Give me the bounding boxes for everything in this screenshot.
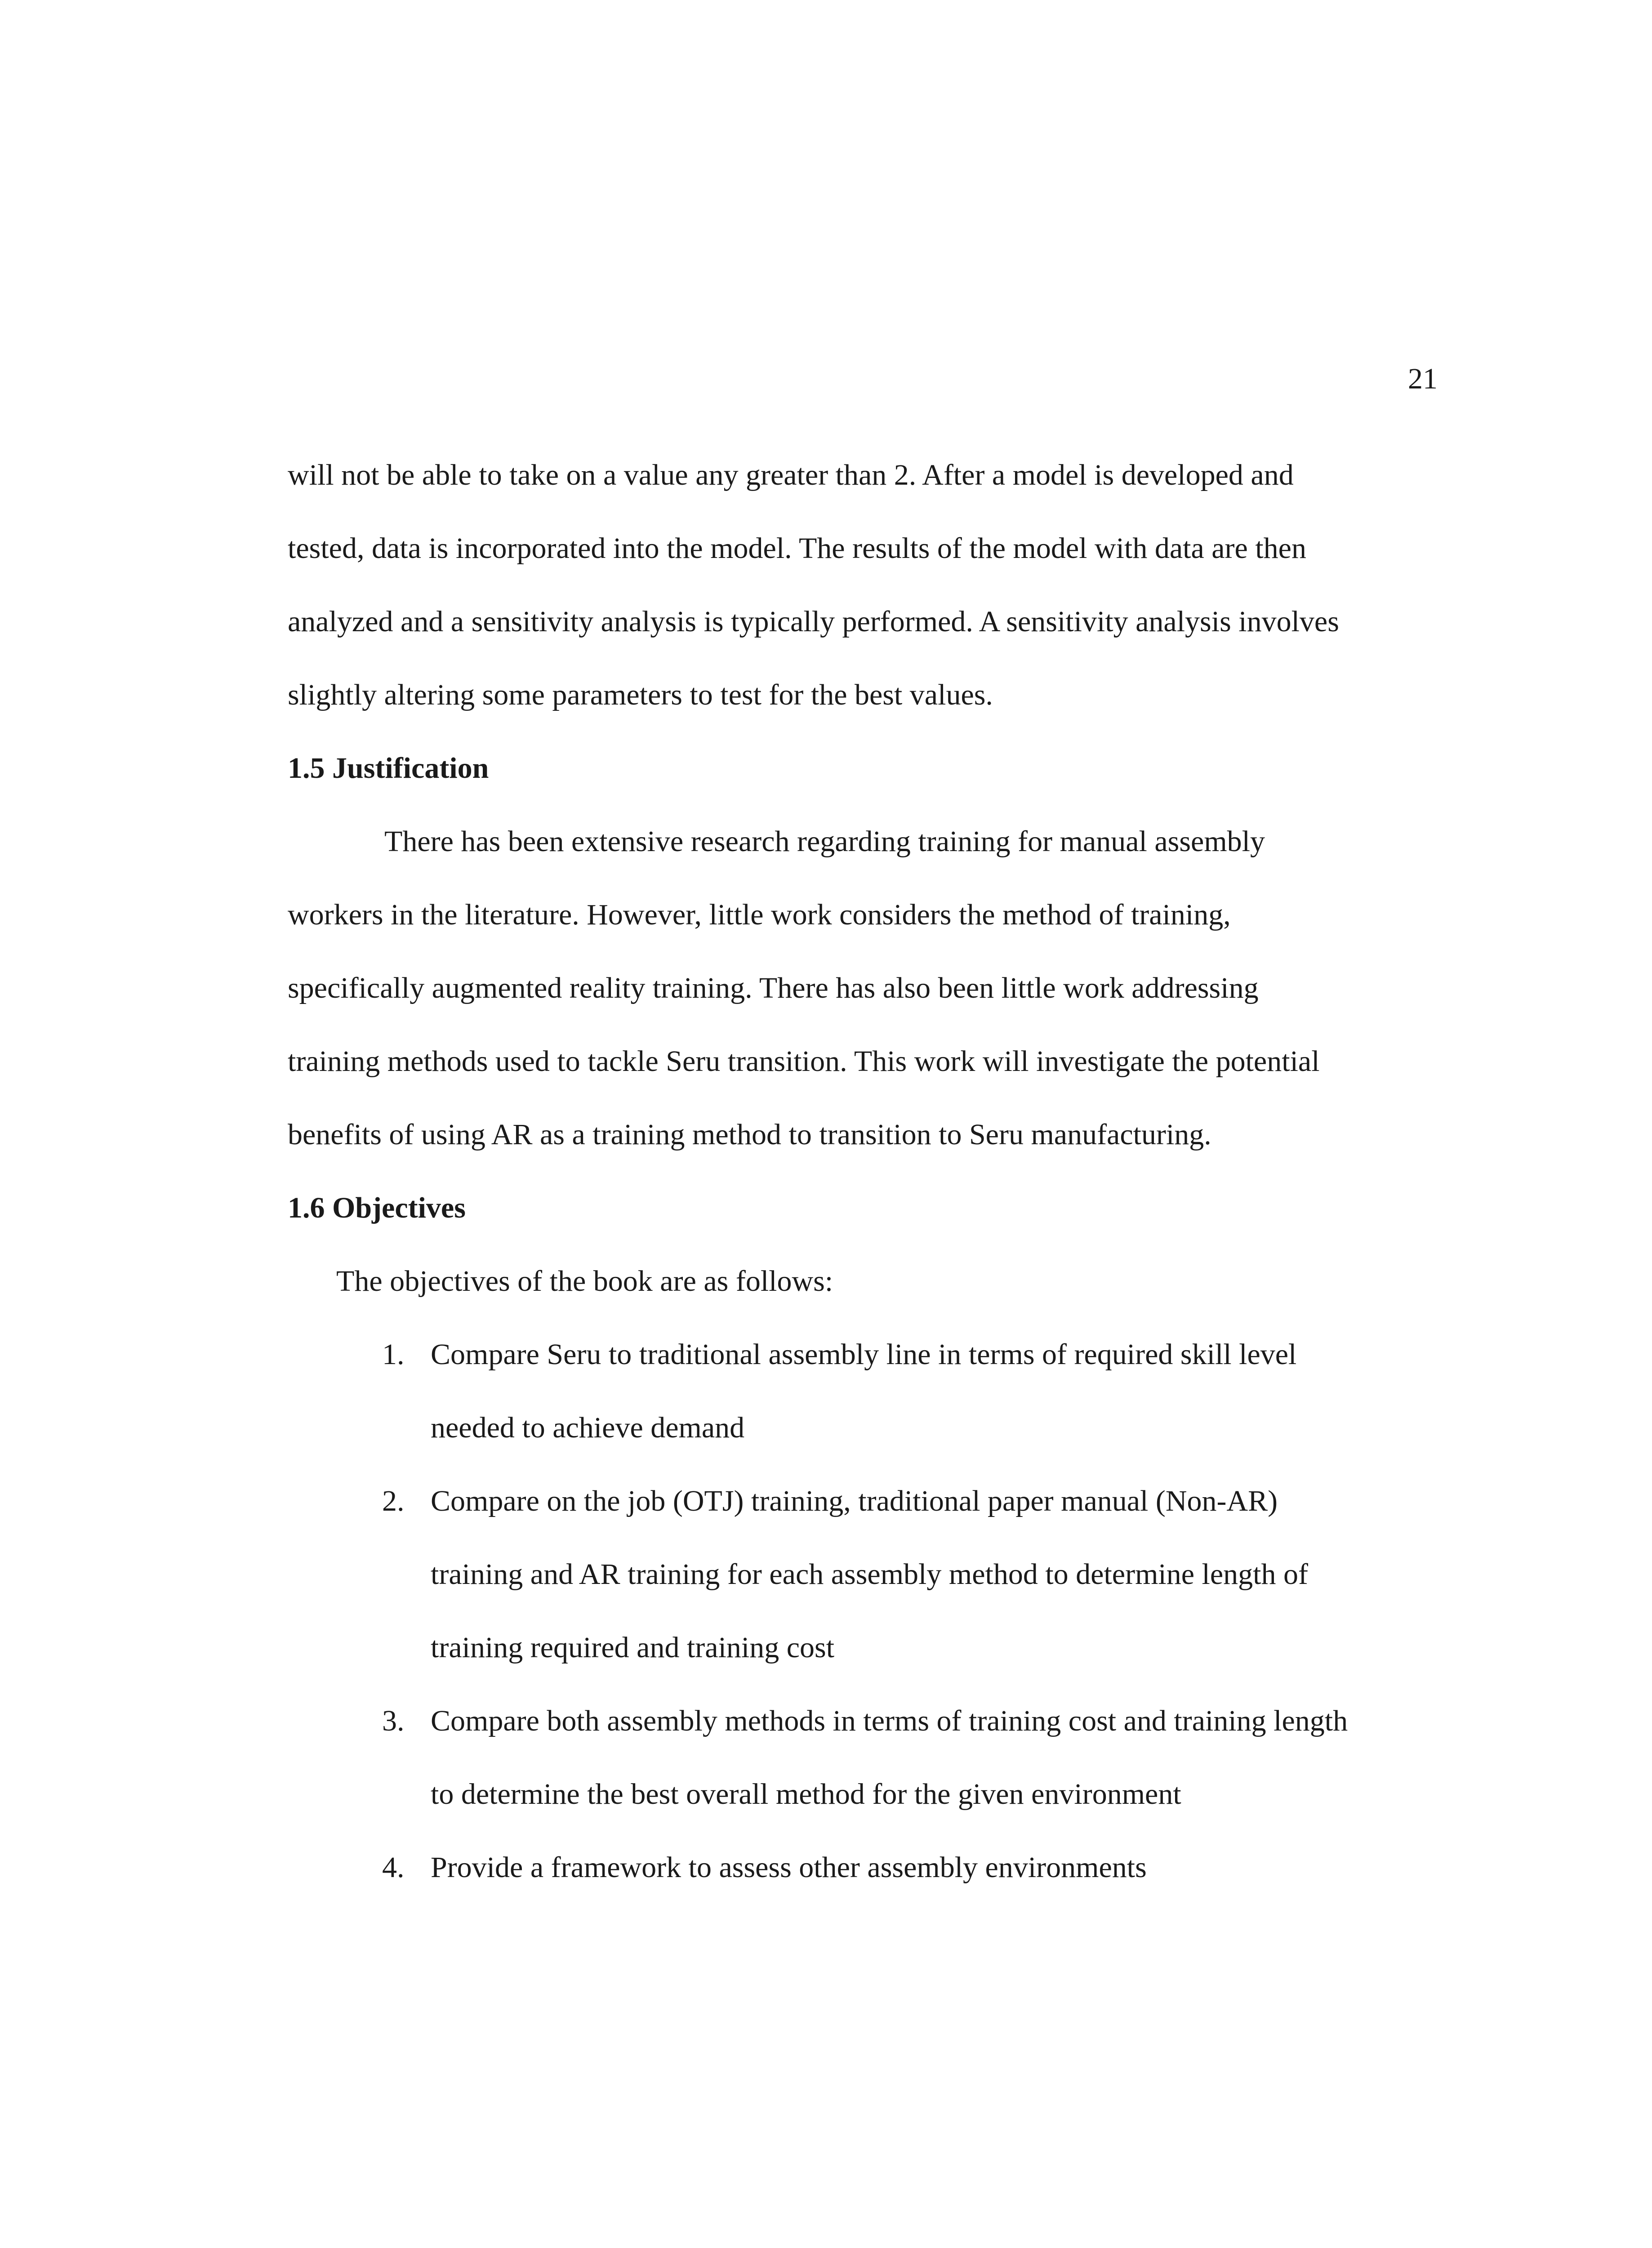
paragraph-continuation	[288, 438, 1474, 731]
page-content	[288, 438, 1474, 1904]
section-heading-objectives: 1.6 Objectives	[288, 1191, 466, 1224]
paragraph-line: benefits of using AR as a training method to transition to Seru manufacturing.	[288, 1118, 1211, 1151]
paragraph-line: There has been extensive research regarding training for manual assembly	[384, 825, 1265, 858]
paragraph-line: workers in the literature. However, little work considers the method of training,	[288, 898, 1231, 931]
objective-line: Compare both assembly methods in terms of training cost and training length	[431, 1704, 1348, 1737]
objective-number: 4.	[382, 1851, 405, 1884]
section-justification	[288, 731, 1474, 1171]
paragraph-line: training methods used to tackle Seru transition. This work will investigate the potential	[288, 1045, 1320, 1078]
objective-item	[288, 1831, 1474, 1904]
paragraph-line: specifically augmented reality training. There has also been little work addressing	[288, 972, 1259, 1004]
objective-item	[288, 1684, 1474, 1831]
paragraph-line: slightly altering some parameters to test for the best values.	[288, 678, 993, 711]
objective-line: needed to achieve demand	[431, 1411, 745, 1444]
objective-item	[288, 1318, 1474, 1464]
objective-line: Compare on the job (OTJ) training, traditional paper manual (Non-AR)	[431, 1485, 1278, 1517]
objective-number: 3.	[382, 1704, 405, 1737]
paragraph-line: analyzed and a sensitivity analysis is typically performed. A sensitivity analysis involves	[288, 605, 1339, 638]
paragraph-line: tested, data is incorporated into the model. The results of the model with data are then	[288, 532, 1306, 565]
objective-item	[288, 1464, 1474, 1684]
page-number: 21	[1408, 362, 1438, 395]
objectives-intro: The objectives of the book are as follows:	[336, 1265, 833, 1298]
objective-line: Compare Seru to traditional assembly line in terms of required skill level	[431, 1338, 1297, 1371]
section-heading-justification: 1.5 Justification	[288, 752, 489, 785]
objective-line: Provide a framework to assess other assembly environments	[431, 1851, 1147, 1884]
objective-number: 1.	[382, 1338, 405, 1371]
objective-line: training and AR training for each assembly method to determine length of	[431, 1558, 1308, 1591]
objective-line: to determine the best overall method for the given environment	[431, 1778, 1181, 1811]
objective-line: training required and training cost	[431, 1631, 835, 1664]
paragraph-line: will not be able to take on a value any greater than 2. After a model is developed and	[288, 459, 1294, 491]
objective-number: 2.	[382, 1485, 405, 1517]
section-objectives	[288, 1171, 1474, 1904]
objectives-list	[288, 1318, 1474, 1904]
